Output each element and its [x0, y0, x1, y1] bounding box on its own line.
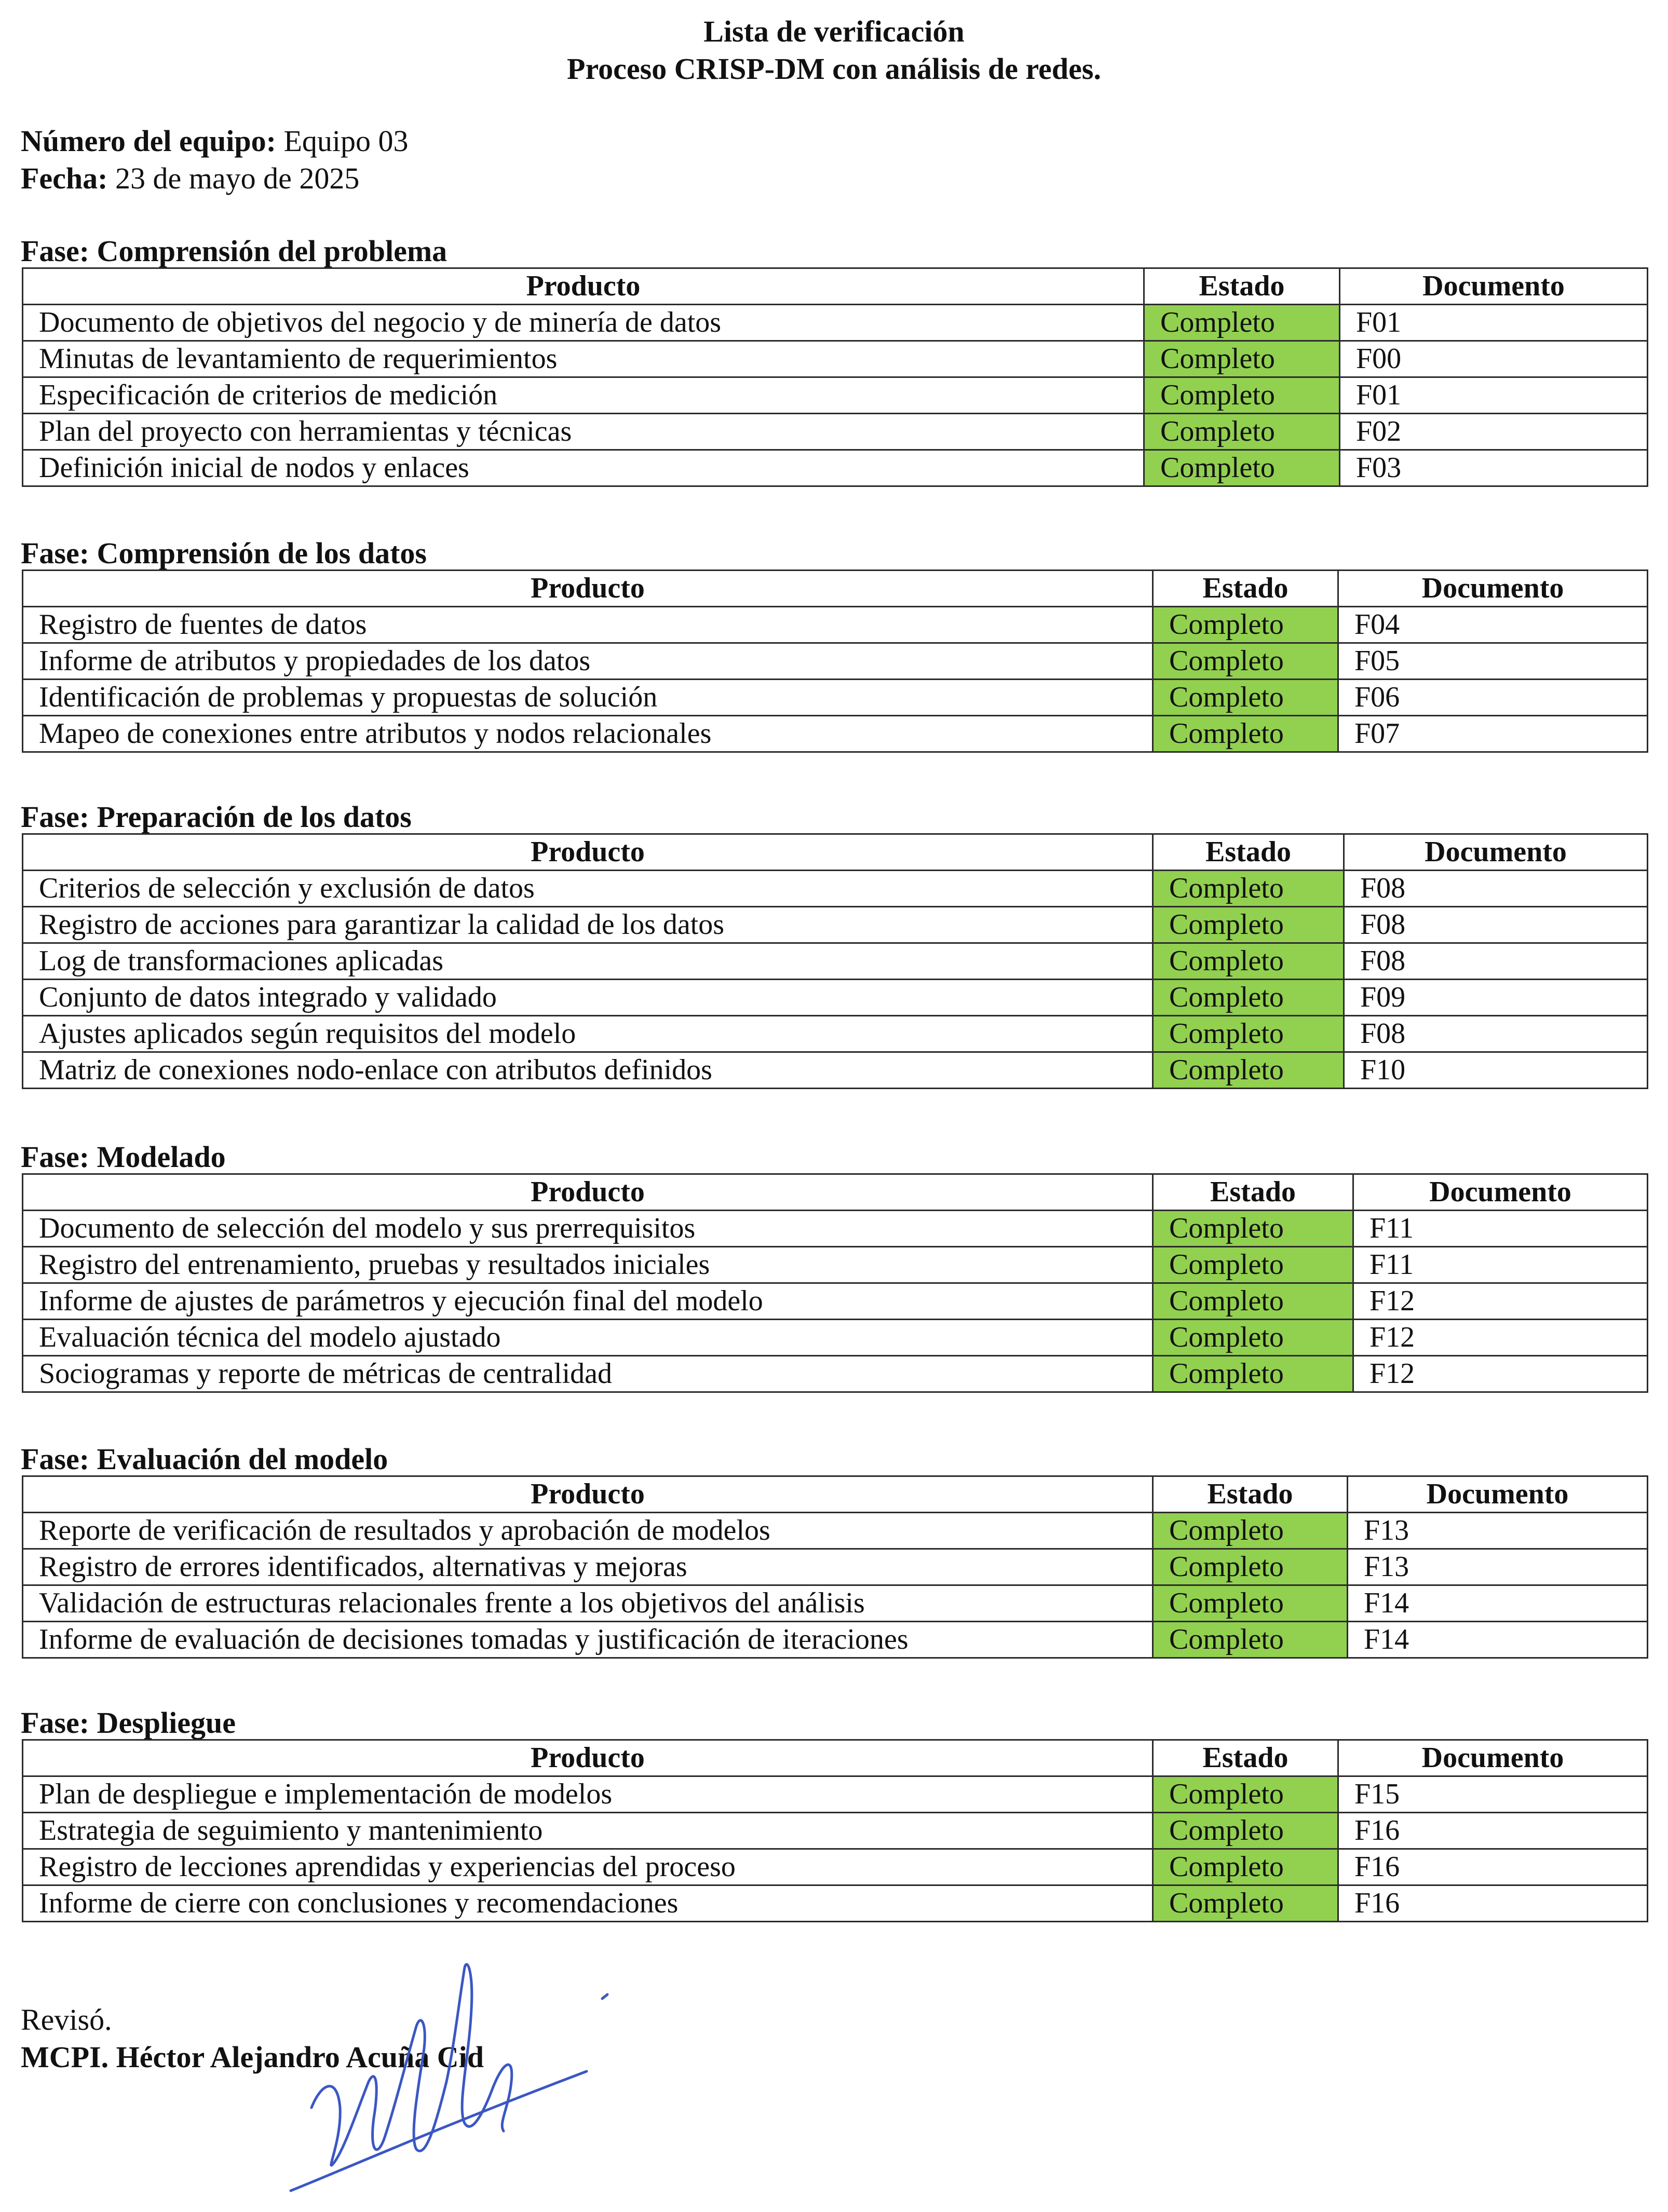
status-cell: Completo: [1153, 1813, 1338, 1849]
table-row: [23, 1052, 1648, 1089]
column-header-document: Documento: [1344, 834, 1648, 871]
table-row: [23, 1813, 1648, 1849]
document-cell: F05: [1338, 643, 1648, 680]
document-cell: F12: [1353, 1356, 1648, 1392]
status-cell: Completo: [1153, 643, 1338, 680]
product-cell: Informe de ajustes de parámetros y ejecución final del modelo: [23, 1283, 1153, 1320]
document-cell: F03: [1340, 450, 1648, 486]
document-cell: F08: [1344, 1016, 1648, 1052]
signature-image: [280, 1952, 623, 2201]
date-line: [21, 160, 359, 197]
table-row: [23, 377, 1648, 414]
column-header-document: Documento: [1340, 268, 1648, 305]
table-row: [23, 680, 1648, 716]
status-cell: Completo: [1153, 1622, 1348, 1658]
product-cell: Criterios de selección y exclusión de datos: [23, 871, 1153, 907]
table-header-row: [23, 834, 1648, 871]
product-cell: Log de transformaciones aplicadas: [23, 943, 1153, 980]
document-cell: F08: [1344, 907, 1648, 943]
table-row: [23, 1283, 1648, 1320]
product-cell: Informe de atributos y propiedades de los datos: [23, 643, 1153, 680]
phase-heading: Fase: Evaluación del modelo: [21, 1442, 388, 1476]
phase-table: [22, 833, 1648, 1089]
document-cell: F11: [1353, 1211, 1648, 1247]
product-cell: Validación de estructuras relacionales frente a los objetivos del análisis: [23, 1585, 1153, 1622]
phase-heading: Fase: Modelado: [21, 1140, 226, 1174]
column-header-status: Estado: [1153, 1740, 1338, 1776]
column-header-status: Estado: [1153, 1476, 1348, 1513]
date-value: 23 de mayo de 2025: [115, 161, 360, 195]
phase-table: [22, 1475, 1648, 1659]
product-cell: Informe de cierre con conclusiones y recomendaciones: [23, 1885, 1153, 1922]
table-row: [23, 1549, 1648, 1585]
phase-table: [22, 569, 1648, 753]
status-cell: Completo: [1153, 1320, 1353, 1356]
document-cell: F13: [1348, 1549, 1648, 1585]
table-row: [23, 1513, 1648, 1549]
table-row: [23, 907, 1648, 943]
status-cell: Completo: [1153, 1247, 1353, 1283]
document-cell: F02: [1340, 414, 1648, 450]
phase-table: [22, 267, 1648, 487]
column-header-status: Estado: [1144, 268, 1340, 305]
column-header-product: Producto: [23, 834, 1153, 871]
document-cell: F01: [1340, 377, 1648, 414]
product-cell: Registro de fuentes de datos: [23, 607, 1153, 643]
column-header-product: Producto: [23, 1740, 1153, 1776]
table-row: [23, 341, 1648, 377]
table-row: [23, 1585, 1648, 1622]
status-cell: Completo: [1153, 1283, 1353, 1320]
review-label: Revisó.: [21, 2003, 112, 2037]
document-cell: F09: [1344, 980, 1648, 1016]
table-row: [23, 716, 1648, 752]
product-cell: Conjunto de datos integrado y validado: [23, 980, 1153, 1016]
status-cell: Completo: [1144, 414, 1340, 450]
column-header-document: Documento: [1338, 1740, 1648, 1776]
document-subtitle: Proceso CRISP-DM con análisis de redes.: [567, 52, 1101, 86]
product-cell: Definición inicial de nodos y enlaces: [23, 450, 1144, 486]
status-cell: Completo: [1153, 1513, 1348, 1549]
document-cell: F04: [1338, 607, 1648, 643]
product-cell: Estrategia de seguimiento y mantenimiento: [23, 1813, 1153, 1849]
date-label: Fecha:: [21, 161, 108, 195]
status-cell: Completo: [1153, 607, 1338, 643]
table-row: [23, 1320, 1648, 1356]
phase-heading: Fase: Comprensión de los datos: [21, 536, 427, 570]
status-cell: Completo: [1153, 943, 1344, 980]
status-cell: Completo: [1153, 1052, 1344, 1089]
table-row: [23, 871, 1648, 907]
status-cell: Completo: [1144, 341, 1340, 377]
document-cell: F15: [1338, 1776, 1648, 1813]
table-row: [23, 1247, 1648, 1283]
status-cell: Completo: [1144, 450, 1340, 486]
table-row: [23, 607, 1648, 643]
column-header-document: Documento: [1353, 1174, 1648, 1211]
product-cell: Especificación de criterios de medición: [23, 377, 1144, 414]
table-row: [23, 1776, 1648, 1813]
table-row: [23, 1016, 1648, 1052]
column-header-status: Estado: [1153, 1174, 1353, 1211]
product-cell: Sociogramas y reporte de métricas de centralidad: [23, 1356, 1153, 1392]
status-cell: Completo: [1144, 377, 1340, 414]
status-cell: Completo: [1153, 1776, 1338, 1813]
status-cell: Completo: [1153, 1849, 1338, 1885]
table-row: [23, 980, 1648, 1016]
status-cell: Completo: [1153, 716, 1338, 752]
document-cell: F01: [1340, 305, 1648, 341]
product-cell: Ajustes aplicados según requisitos del modelo: [23, 1016, 1153, 1052]
status-cell: Completo: [1144, 305, 1340, 341]
status-cell: Completo: [1153, 1885, 1338, 1922]
status-cell: Completo: [1153, 680, 1338, 716]
product-cell: Plan de despliegue e implementación de modelos: [23, 1776, 1153, 1813]
phase-heading: Fase: Comprensión del problema: [21, 234, 447, 268]
product-cell: Evaluación técnica del modelo ajustado: [23, 1320, 1153, 1356]
column-header-status: Estado: [1153, 571, 1338, 607]
table-row: [23, 305, 1648, 341]
phase-table: [22, 1739, 1648, 1922]
product-cell: Reporte de verificación de resultados y aprobación de modelos: [23, 1513, 1153, 1549]
document-cell: F13: [1348, 1513, 1648, 1549]
document-cell: F06: [1338, 680, 1648, 716]
table-header-row: [23, 571, 1648, 607]
document-cell: F00: [1340, 341, 1648, 377]
phase-heading: Fase: Preparación de los datos: [21, 800, 412, 834]
document-cell: F12: [1353, 1320, 1648, 1356]
column-header-document: Documento: [1338, 571, 1648, 607]
document-cell: F16: [1338, 1813, 1648, 1849]
phase-table: [22, 1173, 1648, 1393]
table-row: [23, 943, 1648, 980]
product-cell: Identificación de problemas y propuestas de solución: [23, 680, 1153, 716]
table-header-row: [23, 1174, 1648, 1211]
column-header-document: Documento: [1348, 1476, 1648, 1513]
document-cell: F16: [1338, 1849, 1648, 1885]
column-header-product: Producto: [23, 1476, 1153, 1513]
product-cell: Minutas de levantamiento de requerimientos: [23, 341, 1144, 377]
document-cell: F14: [1348, 1585, 1648, 1622]
document-title: Lista de verificación: [703, 15, 965, 48]
document-cell: F11: [1353, 1247, 1648, 1283]
table-row: [23, 1356, 1648, 1392]
status-cell: Completo: [1153, 871, 1344, 907]
table-row: [23, 1622, 1648, 1658]
product-cell: Registro del entrenamiento, pruebas y resultados iniciales: [23, 1247, 1153, 1283]
product-cell: Registro de errores identificados, alternativas y mejoras: [23, 1549, 1153, 1585]
status-cell: Completo: [1153, 1356, 1353, 1392]
document-cell: F07: [1338, 716, 1648, 752]
status-cell: Completo: [1153, 1211, 1353, 1247]
product-cell: Informe de evaluación de decisiones tomadas y justificación de iteraciones: [23, 1622, 1153, 1658]
product-cell: Registro de lecciones aprendidas y experiencias del proceso: [23, 1849, 1153, 1885]
status-cell: Completo: [1153, 980, 1344, 1016]
status-cell: Completo: [1153, 1585, 1348, 1622]
product-cell: Registro de acciones para garantizar la calidad de los datos: [23, 907, 1153, 943]
table-header-row: [23, 268, 1648, 305]
table-header-row: [23, 1476, 1648, 1513]
document-cell: F12: [1353, 1283, 1648, 1320]
table-row: [23, 1849, 1648, 1885]
column-header-product: Producto: [23, 571, 1153, 607]
table-header-row: [23, 1740, 1648, 1776]
document-cell: F16: [1338, 1885, 1648, 1922]
table-row: [23, 414, 1648, 450]
product-cell: Matriz de conexiones nodo-enlace con atributos definidos: [23, 1052, 1153, 1089]
table-row: [23, 450, 1648, 486]
document-cell: F08: [1344, 871, 1648, 907]
document-cell: F10: [1344, 1052, 1648, 1089]
status-cell: Completo: [1153, 1016, 1344, 1052]
team-value: Equipo 03: [283, 124, 409, 158]
document-cell: F14: [1348, 1622, 1648, 1658]
product-cell: Documento de objetivos del negocio y de minería de datos: [23, 305, 1144, 341]
team-label: Número del equipo:: [21, 124, 276, 158]
status-cell: Completo: [1153, 907, 1344, 943]
reviewer-name: MCPI. Héctor Alejandro Acuña Cid: [21, 2040, 484, 2074]
status-cell: Completo: [1153, 1549, 1348, 1585]
table-row: [23, 643, 1648, 680]
team-line: [21, 123, 409, 160]
table-row: [23, 1885, 1648, 1922]
column-header-product: Producto: [23, 268, 1144, 305]
product-cell: Mapeo de conexiones entre atributos y nodos relacionales: [23, 716, 1153, 752]
document-cell: F08: [1344, 943, 1648, 980]
column-header-product: Producto: [23, 1174, 1153, 1211]
product-cell: Plan del proyecto con herramientas y técnicas: [23, 414, 1144, 450]
phase-heading: Fase: Despliegue: [21, 1706, 236, 1740]
column-header-status: Estado: [1153, 834, 1344, 871]
table-row: [23, 1211, 1648, 1247]
product-cell: Documento de selección del modelo y sus prerrequisitos: [23, 1211, 1153, 1247]
